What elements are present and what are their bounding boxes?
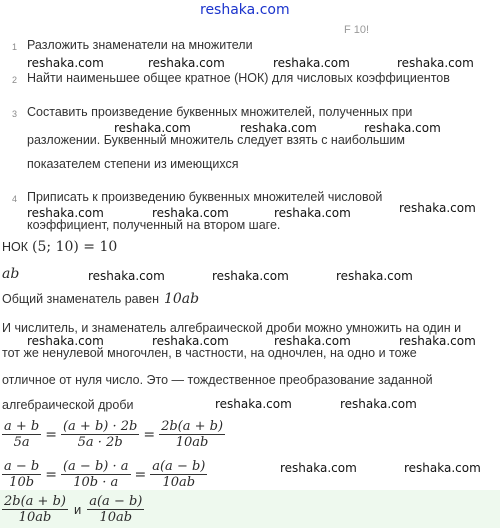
paragraph-line-4: алгебраической дроби — [2, 398, 134, 412]
fraction: $\frac{(a + b) \cdot 2b}{5a \cdot 2b}$ — [62, 419, 138, 450]
watermark: reshaka.com — [404, 461, 481, 475]
step-1-text: Разложить знаменатели на множители — [27, 38, 253, 52]
watermark: reshaka.com — [148, 56, 225, 70]
watermark: reshaka.com — [280, 461, 357, 475]
watermark: reshaka.com — [274, 334, 351, 348]
fraction: $\frac{2b(a + b)}{10ab}$ — [4, 494, 66, 525]
watermark: reshaka.com — [152, 206, 229, 220]
fraction: $\frac{a(a - b)}{10ab}$ — [89, 494, 143, 525]
equals-sign: = — [134, 466, 147, 483]
final-result — [2, 494, 144, 525]
fraction: $\frac{a + b}{5a}$ — [4, 419, 40, 450]
step-3-line-1: Составить произведение буквенных множителей, полученных при — [27, 105, 413, 119]
watermark: reshaka.com — [27, 56, 104, 70]
watermark: reshaka.com — [340, 397, 417, 411]
step-number-1: 1 — [12, 42, 18, 52]
watermark: reshaka.com — [212, 269, 289, 283]
common-denominator-value: 10ab — [163, 291, 200, 307]
paragraph-line-1: И числитель, и знаменатель алгебраической дроби можно умножить на один и — [2, 321, 462, 335]
step-number-4: 4 — [12, 194, 18, 204]
common-denominator-line — [2, 291, 199, 307]
fraction: $\frac{a - b}{10b}$ — [4, 459, 40, 490]
equation-1 — [2, 419, 225, 450]
watermark: reshaka.com — [273, 56, 350, 70]
equals-sign: = — [45, 466, 57, 483]
equals-sign: = — [45, 426, 57, 443]
step-3-line-3: показателем степени из имеющихся — [27, 157, 239, 171]
paragraph-line-2: тот же ненулевой многочлен, в частности, на одночлен, на одно и тоже — [2, 346, 417, 360]
watermark: reshaka.com — [88, 269, 165, 283]
watermark-top: reshaka.com — [200, 2, 290, 18]
step-number-3: 3 — [12, 109, 18, 119]
step-2-text: Найти наименьшее общее кратное (НОК) для числовых коэффициентов — [27, 71, 450, 85]
fraction: $\frac{a(a - b)}{10ab}$ — [152, 459, 206, 490]
conjunction: и — [73, 502, 82, 517]
step-4-line-2: коэффициент, полученный на втором шаге. — [27, 218, 281, 232]
step-number-2: 2 — [12, 75, 18, 85]
watermark: reshaka.com — [114, 121, 191, 135]
paragraph-line-3: отличное от нуля число. Это — тождественное преобразование заданной — [2, 373, 433, 387]
cut-off-text: F 10! — [344, 24, 370, 36]
step-4-line-1: Приписать к произведению буквенных множителей числовой — [27, 190, 383, 204]
nok-label: НОК — [2, 240, 29, 254]
watermark: reshaka.com — [336, 269, 413, 283]
common-denominator-text: Общий знаменатель равен — [2, 292, 159, 306]
watermark: reshaka.com — [397, 56, 474, 70]
watermark: reshaka.com — [399, 201, 476, 215]
watermark: reshaka.com — [399, 334, 476, 348]
watermark: reshaka.com — [364, 121, 441, 135]
nok-line — [2, 239, 117, 255]
watermark: reshaka.com — [27, 334, 104, 348]
step-3-line-2: разложении. Буквенный множитель следует взять с наибольшим — [27, 133, 406, 147]
fraction: $\frac{(a - b) \cdot a}{10b \cdot a}$ — [62, 459, 129, 490]
watermark: reshaka.com — [274, 206, 351, 220]
watermark: reshaka.com — [152, 334, 229, 348]
equals-sign: = — [143, 426, 156, 443]
equation-2 — [2, 459, 207, 490]
ab-term: ab — [2, 266, 20, 282]
fraction: $\frac{2b(a + b)}{10ab}$ — [161, 419, 224, 450]
watermark: reshaka.com — [215, 397, 292, 411]
watermark: reshaka.com — [240, 121, 317, 135]
watermark: reshaka.com — [27, 206, 104, 220]
nok-expression: (5; 10) = 10 — [32, 239, 118, 255]
